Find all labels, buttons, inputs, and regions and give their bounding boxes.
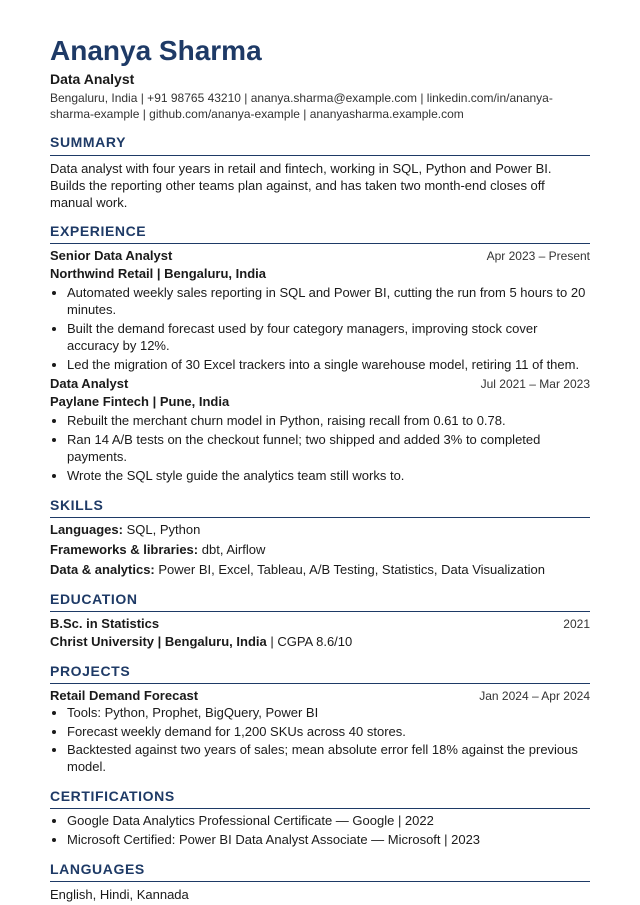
bullet-item: • Tools: Python, Prophet, BigQuery, Power BI [67, 705, 590, 722]
experience-entry-header [50, 376, 590, 393]
languages-text: English, Hindi, Kannada [50, 887, 189, 903]
skill-label: Data & analytics: [50, 561, 155, 577]
school-grade: | CGPA 8.6/10 [266, 633, 353, 649]
project-bullets [50, 705, 590, 777]
skill-row [50, 562, 590, 579]
skills-section [50, 496, 590, 579]
bullet-item: • Rebuilt the merchant churn model in Python, raising recall from 0.61 to 0.78. [67, 413, 590, 430]
experience-entry [50, 376, 590, 484]
bullet-item: • Backtested against two years of sales; mean absolute error fell 18% against the previous model. [67, 742, 590, 776]
experience-entry-header [50, 248, 590, 265]
bullet-item: • Built the demand forecast used by four category managers, improving stock cover accuracy by 12%. [67, 321, 590, 355]
contact-line: Bengaluru, India | +91 98765 43210 | ananya.sharma@example.com | linkedin.com/in/ananya-sharma-example | github.com/ananya-example | ananyasharma.example.com [50, 90, 553, 122]
certification-list [50, 813, 590, 849]
graduation-year: 2021 [563, 616, 590, 631]
certifications-section [50, 787, 590, 849]
section-title-projects: PROJECTS [50, 662, 590, 684]
section-title-skills: SKILLS [50, 496, 590, 518]
section-title-certifications: CERTIFICATIONS [50, 787, 590, 809]
skill-value: dbt, Airflow [201, 541, 266, 557]
skill-label: Languages: [50, 521, 123, 537]
job-dates: Apr 2023 – Present [486, 249, 590, 264]
job-bullets [50, 285, 590, 373]
bullet-item: • Ran 14 A/B tests on the checkout funnel; two shipped and added 3% to completed payments. [67, 432, 590, 466]
skill-row [50, 522, 590, 539]
candidate-name: Ananya Sharma [50, 35, 262, 66]
skill-value: SQL, Python [126, 521, 201, 537]
bullet-item: • Wrote the SQL style guide the analytics team still works to. [67, 468, 590, 485]
project-entry-header [50, 688, 590, 705]
certification-item: • Google Data Analytics Professional Certificate — Google | 2022 [67, 813, 590, 830]
skill-label: Frameworks & libraries: [50, 541, 199, 557]
job-title: Senior Data Analyst [50, 248, 173, 264]
project-name: Retail Demand Forecast [50, 687, 199, 703]
project-dates: Jan 2024 – Apr 2024 [479, 688, 590, 703]
school-line [50, 634, 590, 651]
section-title-education: EDUCATION [50, 590, 590, 612]
resume-header [50, 36, 590, 122]
summary-text: Data analyst with four years in retail and fintech, working in SQL, Python and Power BI. Builds the reporting other teams plan against, and has taken two month-end closes off manual work. [50, 160, 552, 210]
education-section [50, 590, 590, 651]
job-dates: Jul 2021 – Mar 2023 [480, 377, 590, 392]
skill-row [50, 542, 590, 559]
summary-section [50, 133, 590, 211]
projects-section [50, 662, 590, 777]
job-employer: Northwind Retail | Bengaluru, India [50, 266, 266, 282]
candidate-headline: Data Analyst [50, 70, 135, 87]
education-entry-header [50, 616, 590, 633]
experience-section [50, 222, 590, 485]
section-title-languages: LANGUAGES [50, 860, 590, 882]
job-title: Data Analyst [50, 376, 129, 392]
experience-entry [50, 248, 590, 373]
certification-item: • Microsoft Certified: Power BI Data Analyst Associate — Microsoft | 2023 [67, 832, 590, 849]
job-employer: Paylane Fintech | Pune, India [50, 394, 230, 410]
languages-section [50, 860, 590, 903]
section-title-experience: EXPERIENCE [50, 222, 590, 244]
bullet-item: • Forecast weekly demand for 1,200 SKUs across 40 stores. [67, 724, 590, 741]
section-title-summary: SUMMARY [50, 133, 590, 155]
degree-name: B.Sc. in Statistics [50, 615, 160, 631]
bullet-item: • Led the migration of 30 Excel trackers into a single warehouse model, retiring 11 of them. [67, 357, 590, 374]
skill-value: Power BI, Excel, Tableau, A/B Testing, Statistics, Data Visualization [158, 561, 545, 577]
bullet-item: • Automated weekly sales reporting in SQL and Power BI, cutting the run from 5 hours to 20 minutes. [67, 285, 590, 319]
school-name: Christ University | Bengaluru, India [50, 633, 267, 649]
job-bullets [50, 413, 590, 485]
